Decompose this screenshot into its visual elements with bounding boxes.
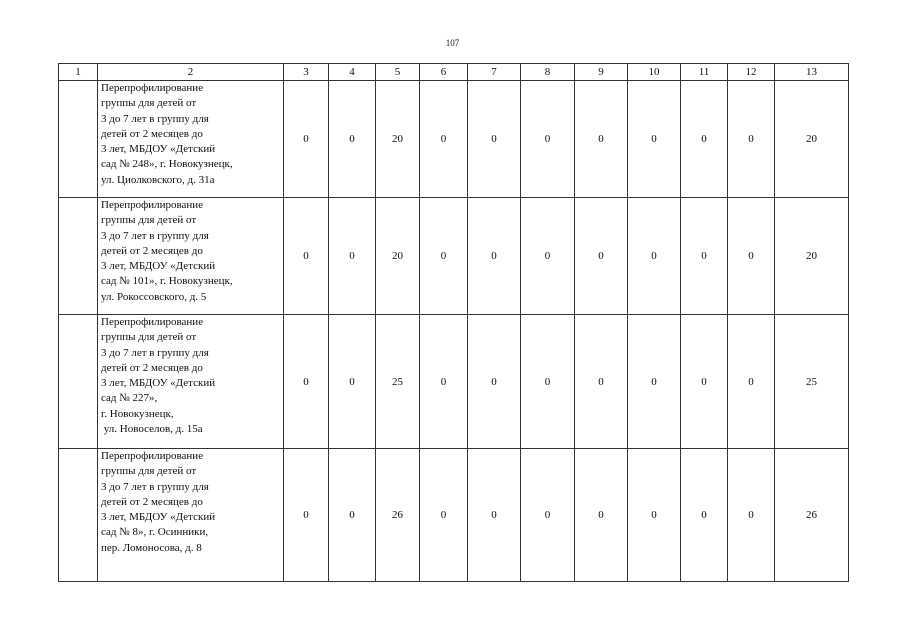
- description-line: Перепрофилирование: [101, 450, 204, 462]
- value-cell: 0: [728, 198, 775, 315]
- description-line: группы для детей от: [101, 97, 197, 110]
- value-cell: 0: [728, 449, 775, 582]
- description-line: детей от 2 месяцев до: [101, 244, 203, 257]
- column-header: 2: [98, 64, 284, 81]
- description-line: 3 до 7 лет в группу для: [101, 112, 209, 125]
- value-cell: 0: [468, 81, 521, 198]
- description-line: ул. Циолковского, д. 31а: [101, 173, 215, 186]
- value-cell: 0: [521, 81, 575, 198]
- description-line: группы для детей от: [101, 214, 197, 227]
- value-cell: 0: [284, 449, 329, 582]
- column-header: 10: [628, 64, 681, 81]
- description-cell: [98, 198, 284, 315]
- description-line: ул. Новоселов, д. 15а: [101, 423, 203, 436]
- description-line: группы для детей от: [101, 465, 197, 478]
- description-line: 3 лет, МБДОУ «Детский: [101, 143, 216, 156]
- description-line: Перепрофилирование: [101, 82, 204, 94]
- value-cell: 25: [376, 315, 420, 449]
- column-header: 11: [681, 64, 728, 81]
- row-index-cell: [59, 449, 98, 582]
- description-line: сад № 227»,: [101, 392, 158, 405]
- value-cell: 0: [329, 449, 376, 582]
- value-cell: 26: [775, 449, 849, 582]
- row-index-cell: [59, 315, 98, 449]
- table-row: [59, 449, 849, 582]
- value-cell: 0: [575, 315, 628, 449]
- column-header: 9: [575, 64, 628, 81]
- value-cell: 0: [521, 315, 575, 449]
- value-cell: 0: [628, 315, 681, 449]
- column-header: 13: [775, 64, 849, 81]
- description-cell: [98, 449, 284, 582]
- value-cell: 0: [284, 198, 329, 315]
- value-cell: 0: [681, 315, 728, 449]
- column-header: 5: [376, 64, 420, 81]
- value-cell: 20: [775, 198, 849, 315]
- description-line: сад № 101», г. Новокузнецк,: [101, 275, 233, 288]
- table-row: [59, 81, 849, 198]
- row-index-cell: [59, 198, 98, 315]
- column-header: 8: [521, 64, 575, 81]
- value-cell: 0: [468, 315, 521, 449]
- description-line: пер. Ломоносова, д. 8: [101, 541, 202, 554]
- column-header: 1: [59, 64, 98, 81]
- value-cell: 0: [420, 81, 468, 198]
- value-cell: 0: [521, 198, 575, 315]
- column-header: 4: [329, 64, 376, 81]
- column-header: 6: [420, 64, 468, 81]
- value-cell: 0: [681, 198, 728, 315]
- data-table: [58, 63, 849, 582]
- value-cell: 20: [376, 198, 420, 315]
- value-cell: 0: [728, 315, 775, 449]
- value-cell: 0: [628, 198, 681, 315]
- value-cell: 0: [521, 449, 575, 582]
- value-cell: 25: [775, 315, 849, 449]
- description-line: ул. Рокоссовского, д. 5: [101, 290, 207, 303]
- value-cell: 0: [575, 198, 628, 315]
- value-cell: 0: [681, 81, 728, 198]
- value-cell: 0: [681, 449, 728, 582]
- description-line: сад № 8», г. Осинники,: [101, 526, 209, 539]
- description-line: Перепрофилирование: [101, 316, 204, 328]
- value-cell: 0: [329, 81, 376, 198]
- description-line: сад № 248», г. Новокузнецк,: [101, 158, 233, 171]
- description-line: детей от 2 месяцев до: [101, 361, 203, 374]
- table-row: [59, 198, 849, 315]
- description-line: 3 лет, МБДОУ «Детский: [101, 377, 216, 390]
- page-number: 107: [445, 38, 460, 48]
- column-header: 7: [468, 64, 521, 81]
- value-cell: 0: [420, 315, 468, 449]
- value-cell: 20: [376, 81, 420, 198]
- value-cell: 0: [329, 198, 376, 315]
- value-cell: 0: [420, 198, 468, 315]
- description-line: 3 до 7 лет в группу для: [101, 346, 209, 359]
- header-row: [59, 64, 849, 81]
- value-cell: 0: [329, 315, 376, 449]
- description-line: 3 до 7 лет в группу для: [101, 229, 209, 242]
- description-cell: [98, 315, 284, 449]
- description-line: г. Новокузнецк,: [101, 407, 174, 420]
- value-cell: 0: [628, 81, 681, 198]
- row-index-cell: [59, 81, 98, 198]
- value-cell: 20: [775, 81, 849, 198]
- value-cell: 0: [628, 449, 681, 582]
- value-cell: 26: [376, 449, 420, 582]
- value-cell: 0: [468, 198, 521, 315]
- column-header: 3: [284, 64, 329, 81]
- description-line: Перепрофилирование: [101, 199, 204, 211]
- description-line: детей от 2 месяцев до: [101, 127, 203, 140]
- value-cell: 0: [575, 449, 628, 582]
- description-line: 3 до 7 лет в группу для: [101, 480, 209, 493]
- description-line: детей от 2 месяцев до: [101, 495, 203, 508]
- table-row: [59, 315, 849, 449]
- description-line: 3 лет, МБДОУ «Детский: [101, 511, 216, 524]
- column-header: 12: [728, 64, 775, 81]
- description-line: группы для детей от: [101, 331, 197, 344]
- value-cell: 0: [728, 81, 775, 198]
- value-cell: 0: [284, 315, 329, 449]
- description-line: 3 лет, МБДОУ «Детский: [101, 260, 216, 273]
- value-cell: 0: [468, 449, 521, 582]
- value-cell: 0: [284, 81, 329, 198]
- description-cell: [98, 81, 284, 198]
- value-cell: 0: [575, 81, 628, 198]
- value-cell: 0: [420, 449, 468, 582]
